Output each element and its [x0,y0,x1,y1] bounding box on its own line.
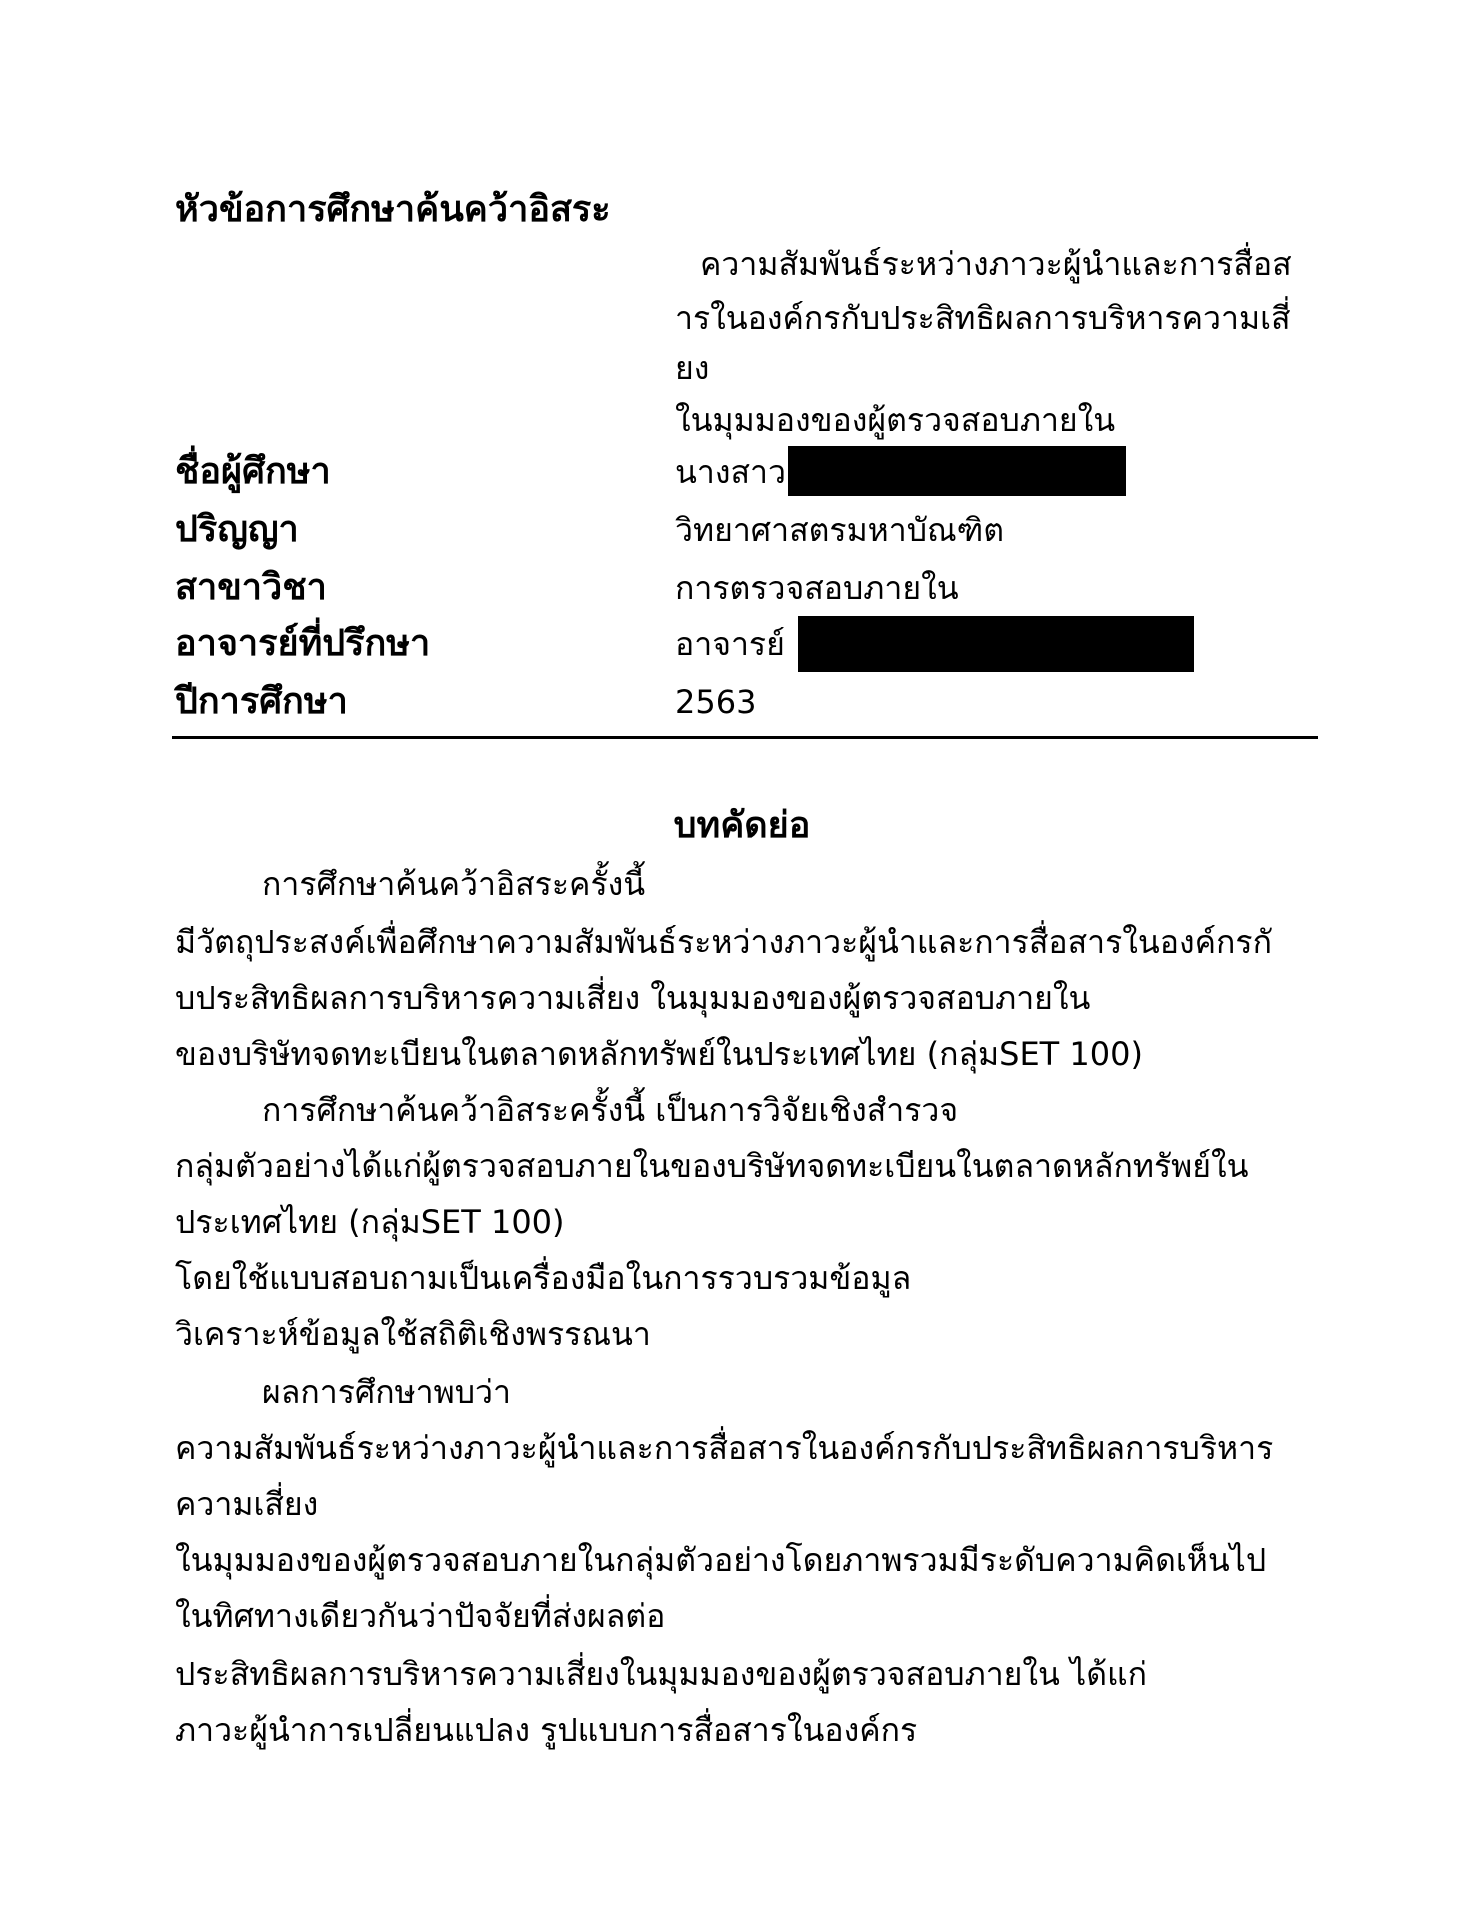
abstract-line: ความเสี่ยง [175,1485,319,1523]
title-label: หัวข้อการศึกษาค้นคว้าอิสระ [175,189,611,230]
abstract-line: ของบริษัทจดทะเบียนในตลาดหลักทรัพย์ในประเทศไทย (กลุ่มSET 100) [175,1035,1143,1073]
degree-value: วิทยาศาสตรมหาบัณฑิต [675,511,1005,549]
year-label: ปีการศึกษา [175,681,348,722]
title-line: ในมุมมองของผู้ตรวจสอบภายใน [675,401,1116,439]
abstract-line: มีวัตถุประสงค์เพื่อศึกษาความสัมพันธ์ระหว่างภาวะผู้นำและการสื่อสารในองค์กรกั [175,923,1272,961]
advisor-value: อาจารย์ [675,625,785,663]
abstract-line: วิเคราะห์ข้อมูลใช้สถิติเชิงพรรณนา [175,1315,651,1353]
abstract-line: ในมุมมองของผู้ตรวจสอบภายในกลุ่มตัวอย่างโดยภาพรวมมีระดับความคิดเห็นไป [175,1541,1267,1579]
student-label: ชื่อผู้ศึกษา [175,451,331,492]
abstract-line: ภาวะผู้นำการเปลี่ยนแปลง รูปแบบการสื่อสารในองค์กร [175,1711,918,1749]
degree-label: ปริญญา [175,509,299,550]
advisor-label: อาจารย์ที่ปรึกษา [175,623,431,664]
abstract-line: บประสิทธิผลการบริหารความเสี่ยง ในมุมมองของผู้ตรวจสอบภายใน [175,979,1091,1017]
abstract-line: ประสิทธิผลการบริหารความเสี่ยงในมุมมองของผู้ตรวจสอบภายใน ได้แก่ [175,1655,1147,1693]
major-label: สาขาวิชา [175,567,327,608]
abstract-line: ในทิศทางเดียวกันว่าปัจจัยที่ส่งผลต่อ [175,1597,666,1635]
major-value: การตรวจสอบภายใน [675,569,959,607]
redaction-box [798,616,1194,672]
divider-rule [172,736,1318,739]
title-line: ความสัมพันธ์ระหว่างภาวะผู้นำและการสื่อส [700,245,1292,283]
abstract-line: การศึกษาค้นคว้าอิสระครั้งนี้ เป็นการวิจัยเชิงสำรวจ [262,1091,959,1129]
title-line: ยง [675,349,710,387]
abstract-line: ความสัมพันธ์ระหว่างภาวะผู้นำและการสื่อสารในองค์กรกับประสิทธิผลการบริหาร [175,1429,1274,1467]
abstract-line: โดยใช้แบบสอบถามเป็นเครื่องมือในการรวบรวมข้อมูล [175,1259,912,1297]
abstract-line: ประเทศไทย (กลุ่มSET 100) [175,1203,565,1241]
title-line: ารในองค์กรกับประสิทธิผลการบริหารความเสี่ [675,299,1291,337]
abstract-line: การศึกษาค้นคว้าอิสระครั้งนี้ [262,865,646,903]
abstract-line: กลุ่มตัวอย่างได้แก่ผู้ตรวจสอบภายในของบริษัทจดทะเบียนในตลาดหลักทรัพย์ใน [175,1147,1249,1185]
abstract-line: ผลการศึกษาพบว่า [262,1373,511,1411]
redaction-box [788,446,1126,496]
abstract-heading: บทคัดย่อ [673,805,811,846]
year-value: 2563 [675,683,757,721]
student-value: นางสาว [675,453,786,491]
